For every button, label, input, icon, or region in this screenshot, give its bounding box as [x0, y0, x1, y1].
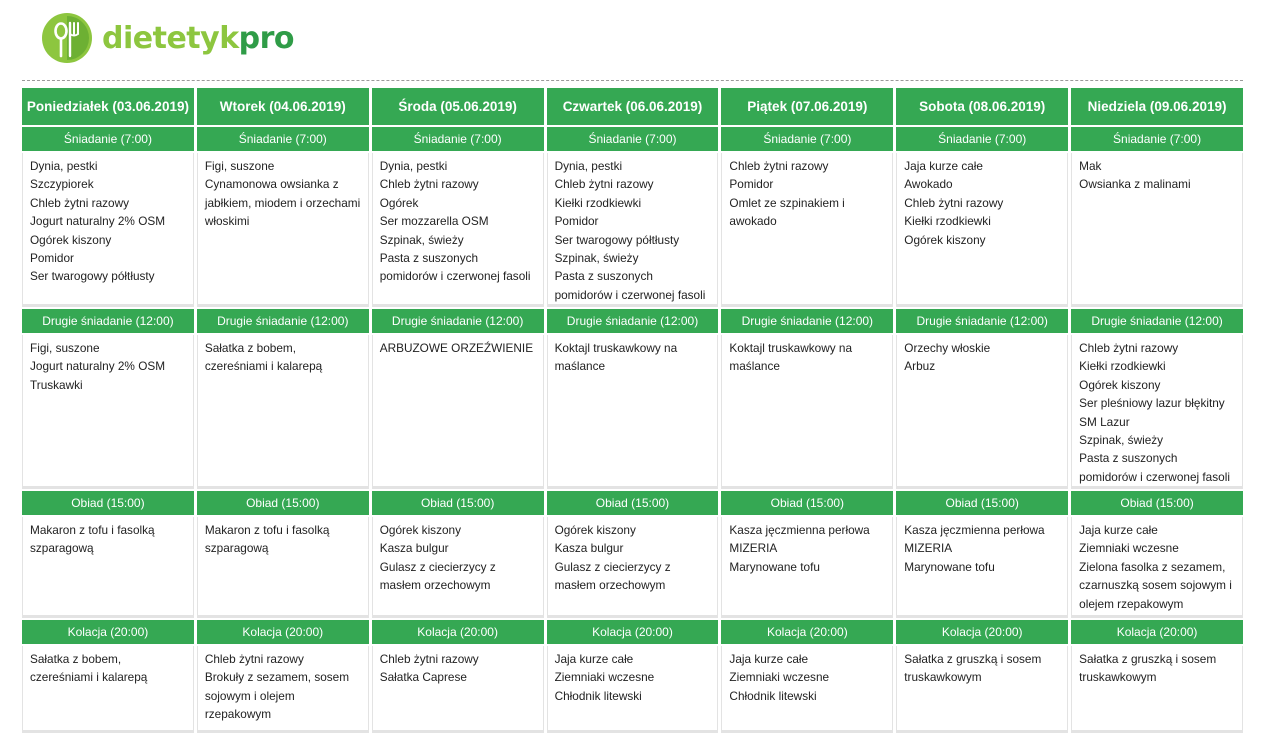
header-divider: [22, 80, 1243, 81]
meal-item: Dynia, pestki: [379, 159, 448, 173]
meal-item: Szpinak, świeży: [554, 251, 639, 266]
meal-item: Sałatka z gruszką i sosem truskawkowym: [904, 652, 1042, 685]
meal-cell: [1071, 153, 1243, 307]
meal-cell: [22, 517, 194, 618]
meal-cell: [1071, 517, 1243, 618]
meal-item: Sałatka z bobem, czereśniami i kalarepą: [204, 341, 323, 374]
fork-spoon-logo-icon: [41, 12, 93, 64]
meal-item: Kiełki rzodkiewki: [1079, 359, 1166, 374]
meal-cell: [197, 335, 369, 489]
meal-item: Gulasz z ciecierzycy z masłem orzechowym: [554, 559, 671, 593]
day-header: Wtorek (04.06.2019): [197, 88, 369, 125]
meal-item: Zielona fasolka z sezamem, czarnuszką sosem sojowym i olejem rzepakowym: [1079, 559, 1232, 611]
meal-item: Omlet ze szpinakiem i awokado: [729, 195, 845, 229]
meal-item: Dynia, pestki: [30, 159, 98, 173]
meal-cell: [22, 153, 194, 307]
day-header: Sobota (08.06.2019): [896, 88, 1068, 125]
meal-cell: [547, 153, 719, 307]
meal-item: Koktajl truskawkowy na maślance: [729, 341, 853, 374]
meal-item: Chleb żytni razowy: [379, 177, 479, 192]
meal-item: Ziemniaki wczesne: [1079, 541, 1179, 556]
brand-logo: [41, 12, 294, 64]
day-header: Czwartek (06.06.2019): [547, 88, 719, 125]
meal-header: Obiad (15:00): [547, 491, 719, 515]
day-header: Środa (05.06.2019): [372, 88, 544, 125]
meal-item: Owsianka z malinami: [1079, 177, 1191, 192]
meal-cell: [896, 517, 1068, 618]
brand-name-part1: dietetyk: [102, 20, 239, 56]
meal-cell: [372, 646, 544, 733]
meal-item: Kasza bulgur: [379, 541, 449, 556]
meal-header: Obiad (15:00): [1071, 491, 1243, 515]
meal-item: Pomidor: [30, 251, 74, 266]
meal-item: Ogórek kiszony: [379, 523, 462, 537]
meal-cell: [721, 335, 893, 489]
meal-item: Pasta z suszonych pomidorów i czerwonej fasoli: [554, 269, 706, 302]
meal-header: Obiad (15:00): [197, 491, 369, 515]
meal-header: Śniadanie (7:00): [896, 127, 1068, 151]
brand-name-part2: pro: [238, 20, 295, 56]
meal-item: Mak: [1079, 159, 1102, 173]
meal-header: Obiad (15:00): [372, 491, 544, 515]
meal-item: Marynowane tofu: [904, 559, 995, 574]
meal-item: Truskawki: [30, 377, 83, 392]
meal-item: Sałatka z bobem, czereśniami i kalarepą: [30, 652, 148, 685]
meal-cell: [197, 646, 369, 733]
meal-item: Marynowane tofu: [729, 559, 820, 574]
meal-header: Kolacja (20:00): [1071, 620, 1243, 644]
meal-cell: [721, 517, 893, 618]
meal-header: Śniadanie (7:00): [547, 127, 719, 151]
meal-item: Chleb żytni razowy: [379, 652, 479, 666]
meal-item: Ser mozzarella OSM: [379, 214, 489, 229]
day-header: Niedziela (09.06.2019): [1071, 88, 1243, 125]
meal-item: Ogórek kiszony: [30, 232, 112, 247]
meal-item: Brokuły z sezamem, sosem sojowym i olejem rzepakowym: [204, 670, 350, 722]
meal-item: Ser pleśniowy lazur błękitny SM Lazur: [1079, 396, 1225, 429]
meal-item: Kiełki rzodkiewki: [904, 214, 991, 229]
meal-item: Jaja kurze całe: [554, 652, 634, 666]
meal-item: Koktajl truskawkowy na maślance: [554, 341, 678, 374]
meal-cell: [372, 517, 544, 618]
meal-item: Dynia, pestki: [554, 159, 623, 173]
meal-item: Chleb żytni razowy: [729, 159, 829, 173]
meal-plan-table: [22, 88, 1243, 722]
day-header: Piątek (07.06.2019): [721, 88, 893, 125]
meal-cell: [896, 153, 1068, 307]
meal-cell: [721, 153, 893, 307]
meal-item: Makaron z tofu i fasolką szparagową: [204, 523, 330, 556]
brand-wordmark: [102, 21, 294, 56]
meal-item: Sałatka z gruszką i sosem truskawkowym: [1079, 652, 1217, 685]
meal-item: Ogórek: [379, 195, 419, 210]
meal-cell: [896, 335, 1068, 489]
meal-header: Drugie śniadanie (12:00): [721, 309, 893, 333]
meal-item: Ziemniaki wczesne: [729, 670, 830, 685]
meal-item: Ogórek kiszony: [1079, 377, 1161, 392]
meal-item: Chleb żytni razowy: [30, 195, 130, 210]
meal-header: Drugie śniadanie (12:00): [372, 309, 544, 333]
meal-item: Jaja kurze całe: [729, 652, 809, 666]
meal-item: Figi, suszone: [204, 159, 275, 173]
meal-header: Obiad (15:00): [22, 491, 194, 515]
meal-item: Pomidor: [554, 214, 599, 229]
meal-cell: [547, 517, 719, 618]
meal-item: Makaron z tofu i fasolką szparagową: [30, 523, 155, 556]
meal-item: Szczypiorek: [30, 177, 94, 192]
meal-cell: [22, 335, 194, 489]
meal-header: Śniadanie (7:00): [1071, 127, 1243, 151]
meal-cell: [22, 646, 194, 733]
meal-header: Śniadanie (7:00): [721, 127, 893, 151]
meal-item: ARBUZOWE ORZEŹWIENIE: [379, 341, 534, 355]
meal-cell: [197, 153, 369, 307]
meal-header: Drugie śniadanie (12:00): [547, 309, 719, 333]
meal-header: Drugie śniadanie (12:00): [896, 309, 1068, 333]
meal-item: Ogórek kiszony: [554, 523, 636, 537]
meal-item: Kasza jęczmienna perłowa: [729, 523, 870, 537]
meal-item: Jaja kurze całe: [904, 159, 983, 173]
meal-cell: [721, 646, 893, 733]
meal-item: Kasza jęczmienna perłowa: [904, 523, 1045, 537]
day-header: Poniedziałek (03.06.2019): [22, 88, 194, 125]
meal-item: Ser twarogowy półtłusty: [554, 232, 680, 247]
meal-cell: [1071, 335, 1243, 489]
meal-cell: [372, 335, 544, 489]
meal-header: Kolacja (20:00): [372, 620, 544, 644]
meal-item: Kiełki rzodkiewki: [554, 195, 642, 210]
meal-header: Kolacja (20:00): [547, 620, 719, 644]
meal-header: Obiad (15:00): [721, 491, 893, 515]
meal-item: Pomidor: [729, 177, 774, 192]
meal-item: Chleb żytni razowy: [904, 195, 1004, 210]
meal-item: Gulasz z ciecierzycy z masłem orzechowym: [379, 559, 496, 593]
meal-item: Szpinak, świeży: [1079, 433, 1164, 448]
meal-item: Chleb żytni razowy: [1079, 341, 1179, 355]
meal-item: Ziemniaki wczesne: [554, 670, 655, 685]
meal-item: Chleb żytni razowy: [554, 177, 654, 192]
meal-item: Figi, suszone: [30, 341, 100, 355]
meal-item: Arbuz: [904, 359, 936, 374]
meal-item: MIZERIA: [729, 541, 778, 556]
meal-cell: [372, 153, 544, 307]
meal-item: Ogórek kiszony: [904, 232, 986, 247]
meal-item: Cynamonowa owsianka z jabłkiem, miodem i orzechami włoskimi: [204, 177, 361, 229]
meal-header: Kolacja (20:00): [896, 620, 1068, 644]
meal-item: Chłodnik litewski: [554, 688, 642, 703]
meal-cell: [197, 517, 369, 618]
meal-item: Chłodnik litewski: [729, 688, 817, 703]
meal-item: Awokado: [904, 177, 953, 192]
meal-header: Kolacja (20:00): [197, 620, 369, 644]
meal-header: Śniadanie (7:00): [22, 127, 194, 151]
meal-header: Drugie śniadanie (12:00): [197, 309, 369, 333]
meal-header: Drugie śniadanie (12:00): [1071, 309, 1243, 333]
meal-item: Jogurt naturalny 2% OSM: [30, 359, 166, 374]
meal-item: Kasza bulgur: [554, 541, 624, 556]
meal-header: Kolacja (20:00): [721, 620, 893, 644]
meal-header: Obiad (15:00): [896, 491, 1068, 515]
meal-cell: [1071, 646, 1243, 733]
meal-item: Szpinak, świeży: [379, 232, 464, 247]
meal-item: Ser twarogowy półtłusty: [30, 269, 155, 284]
meal-cell: [547, 646, 719, 733]
meal-item: Pasta z suszonych pomidorów i czerwonej fasoli: [1079, 451, 1230, 484]
meal-cell: [547, 335, 719, 489]
meal-header: Drugie śniadanie (12:00): [22, 309, 194, 333]
meal-item: Sałatka Caprese: [379, 670, 467, 685]
meal-item: Orzechy włoskie: [904, 341, 991, 355]
meal-item: Jaja kurze całe: [1079, 523, 1158, 537]
meal-item: Jogurt naturalny 2% OSM: [30, 214, 166, 229]
meal-item: Chleb żytni razowy: [204, 652, 304, 666]
meal-header: Śniadanie (7:00): [372, 127, 544, 151]
meal-item: MIZERIA: [904, 541, 953, 556]
meal-item: Pasta z suszonych pomidorów i czerwonej fasoli: [379, 251, 531, 284]
meal-header: Kolacja (20:00): [22, 620, 194, 644]
meal-cell: [896, 646, 1068, 733]
meal-header: Śniadanie (7:00): [197, 127, 369, 151]
